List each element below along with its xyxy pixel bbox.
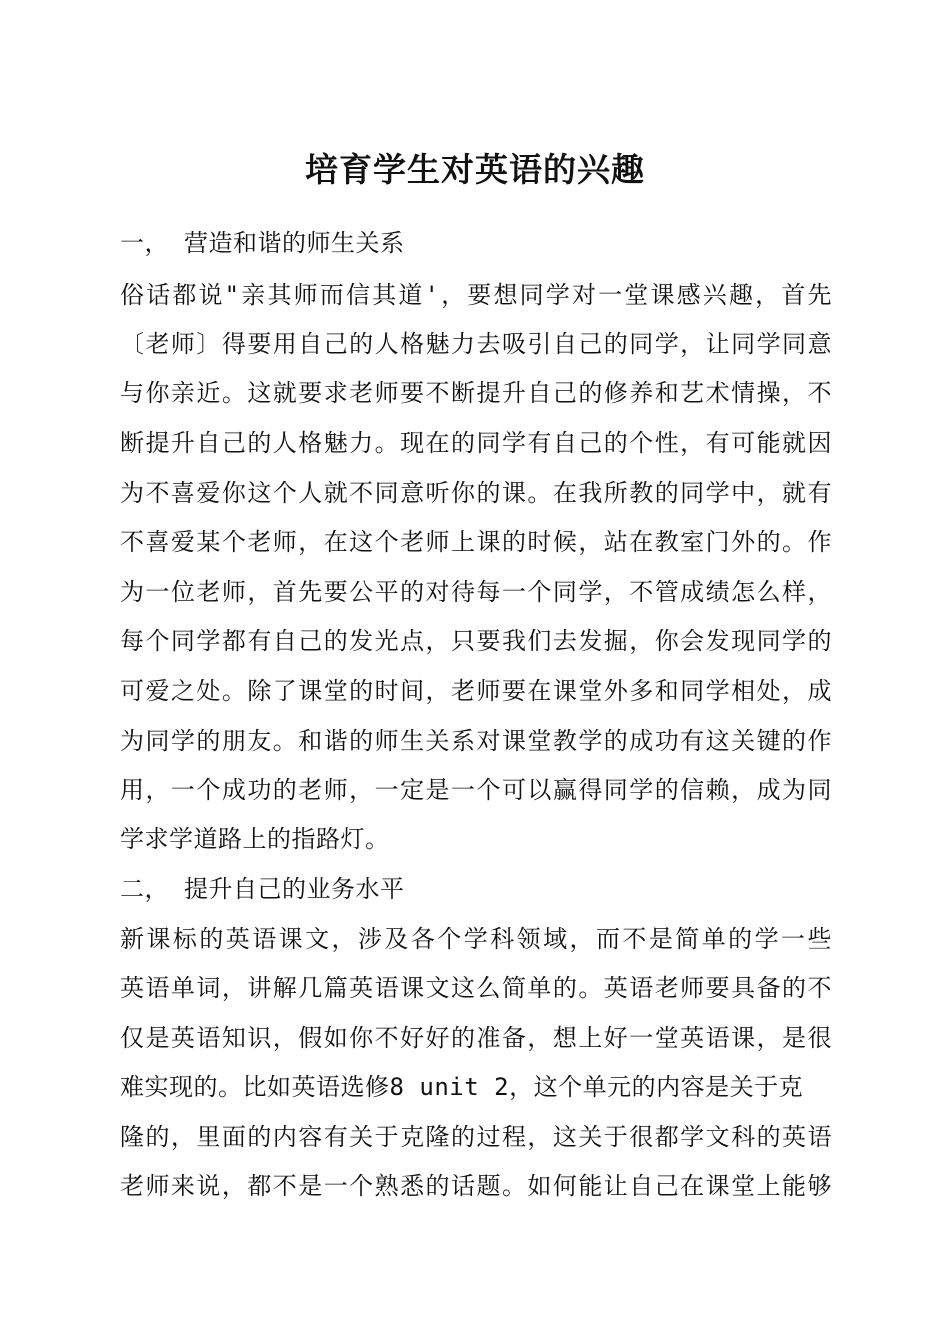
paragraph-line: 难实现的。比如英语选修8 unit 2，这个单元的内容是关于克	[120, 1073, 804, 1101]
paragraph-line: 英语单词，讲解几篇英语课文这么简单的。英语老师要具备的不	[120, 974, 832, 1002]
paragraph-line: 每个同学都有自己的发光点，只要我们去发掘，你会发现同学的	[120, 627, 832, 655]
paragraph-line: 为一位老师，首先要公平的对待每一个同学，不管成绩怎么样，	[120, 578, 832, 606]
paragraph-line: 仅是英语知识，假如你不好好的准备，想上好一堂英语课，是很	[120, 1024, 832, 1052]
paragraph-line: 可爱之处。除了课堂的时间，老师要在课堂外多和同学相处，成	[120, 677, 832, 705]
paragraph-line: 断提升自己的人格魅力。现在的同学有自己的个性，有可能就因	[120, 429, 832, 457]
paragraph-line: 为不喜爱你这个人就不同意听你的课。在我所教的同学中，就有	[120, 479, 832, 507]
paragraph-line: 〔老师〕得要用自己的人格魅力去吸引自己的同学，让同学同意	[120, 330, 832, 358]
paragraph-line: 老师来说，都不是一个熟悉的话题。如何能让自己在课堂上能够	[120, 1172, 832, 1200]
paragraph-line: 与你亲近。这就要求老师要不断提升自己的修养和艺术情操，不	[120, 379, 832, 407]
section-heading-1: 一， 营造和谐的师生关系	[120, 229, 405, 257]
paragraph-line: 新课标的英语课文，涉及各个学科领域，而不是简单的学一些	[120, 925, 832, 953]
paragraph-line: 用，一个成功的老师，一定是一个可以赢得同学的信赖，成为同	[120, 776, 832, 804]
section-heading-2: 二， 提升自己的业务水平	[120, 875, 405, 903]
paragraph-line: 学求学道路上的指路灯。	[120, 825, 390, 853]
paragraph-line: 俗话都说"亲其师而信其道'，要想同学对一堂课感兴趣，首先	[120, 281, 832, 309]
paragraph-line: 不喜爱某个老师，在这个老师上课的时候，站在教室门外的。作	[120, 528, 832, 556]
paragraph-line: 隆的，里面的内容有关于克隆的过程，这关于很都学文科的英语	[120, 1123, 832, 1151]
paragraph-line: 为同学的朋友。和谐的师生关系对课堂教学的成功有这关键的作	[120, 727, 832, 755]
document-title: 培育学生对英语的兴趣	[305, 150, 645, 189]
